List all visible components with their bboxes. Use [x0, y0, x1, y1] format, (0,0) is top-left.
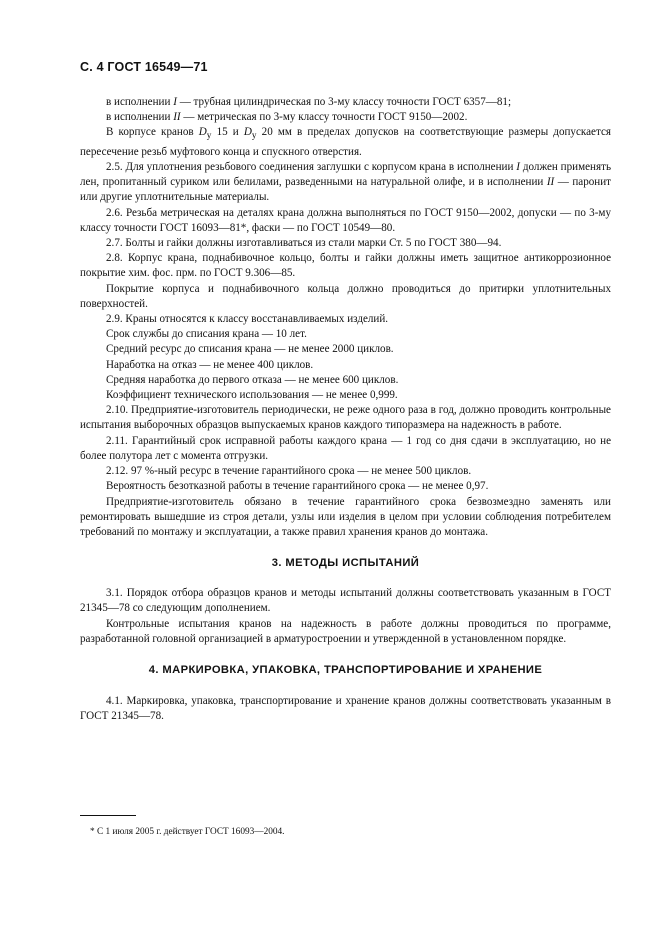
paragraph-4-1: 4.1. Маркировка, упаковка, транспортирование и хранение кранов должны соответствовать указанным в ГОСТ 21345—78. [80, 694, 611, 723]
paragraph-coating: Покрытие корпуса и поднабивочного кольца должно проводиться до притирки уплотнительных поверхностей. [80, 282, 611, 310]
paragraph-mean-resource: Средний ресурс до списания крана — не менее 2000 циклов. [106, 343, 394, 356]
paragraph-2-7: 2.7. Болты и гайки должны изготавливаться из стали марки Ст. 5 по ГОСТ 380—94. [106, 237, 502, 250]
paragraph-first-failure: Средняя наработка до первого отказа — не менее 600 циклов. [106, 373, 399, 386]
paragraph-thread-intersection: В корпусе кранов $D_у$ 15 и $D_у$ 20 мм в пределах допусков на соответствующие размеры допускается пересечение резьб муфтового конца и спускного отверстия. [80, 126, 611, 158]
paragraph-2-10: 2.10. Предприятие-изготовитель периодически, не реже одного раза в год, должно проводить контрольные испытания выборочных образцов выпускаемых кранов каждого типоразмера на надежность в работе. [80, 404, 611, 432]
section-3-heading: 3. МЕТОДЫ ИСПЫТАНИЙ [271, 557, 420, 570]
footnote: * С 1 июля 2005 г. действует ГОСТ 16093—2004. [90, 827, 285, 837]
paragraph-service-life: Срок службы до списания крана — 10 лет. [106, 328, 307, 341]
footnote-divider [80, 815, 136, 816]
paragraph-mtbf: Наработка на отказ — не менее 400 циклов. [106, 358, 314, 371]
page-header: С. 4 ГОСТ 16549—71 [80, 60, 208, 74]
paragraph-2-8: 2.8. Корпус крана, поднабивочное кольцо, болты и гайки должны иметь защитное антикоррозионное покрытие хим. фос. прм. по ГОСТ 9.306—85. [80, 252, 611, 280]
paragraph-2-5: 2.5. Для уплотнения резьбового соединения заглушки с корпусом крана в исполнении I должен применять лен, пропитанный суриком или белилами, разведенными на натуральной олифе, и в исполнении II — паронит или другие уплотнительные материалы. [80, 161, 612, 204]
section-4-heading: 4. МАРКИРОВКА, УПАКОВКА, ТРАНСПОРТИРОВАНИЕ И ХРАНЕНИЕ [148, 663, 543, 676]
paragraph-3-1: 3.1. Порядок отбора образцов кранов и методы испытаний должны соответствовать указанным в ГОСТ 21345—78 со следующим дополнением. [80, 587, 611, 615]
paragraph-2-12: 2.12. 97 %-ный ресурс в течение гарантийного срока — не менее 500 циклов. [106, 465, 472, 478]
paragraph-2-9: 2.9. Краны относятся к классу восстанавливаемых изделий. [106, 313, 389, 326]
document-body [80, 95, 611, 724]
paragraph-thread-type-ii: в исполнении II — метрическая по 3-му классу точности ГОСТ 9150—2002. [106, 111, 468, 124]
paragraph-warranty-obligation: Предприятие-изготовитель обязано в течение гарантийного срока безвозмездно заменять или ремонтировать вышедшие из строя детали, узлы или изделия в целом при условии соблюдения потребителем требований по монтажу и эксплуатации, а также правил хранения кранов до монтажа. [80, 495, 611, 538]
paragraph-2-6: 2.6. Резьба метрическая на деталях крана должна выполняться по ГОСТ 9150—2002, допуски — по 3-му классу точности ГОСТ 16093—81*, фаски — по ГОСТ 10549—80. [80, 206, 611, 234]
paragraph-2-11: 2.11. Гарантийный срок исправной работы каждого крана — 1 год со дня сдачи в эксплуатацию, но не более полутора лет с момента отгрузки. [80, 434, 611, 462]
paragraph-reliability: Вероятность безотказной работы в течение гарантийного срока — не менее 0,97. [106, 480, 489, 493]
paragraph-thread-type-i: в исполнении I — трубная цилиндрическая по 3-му классу точности ГОСТ 6357—81; [106, 96, 512, 108]
paragraph-utilization: Коэффициент технического использования — не менее 0,999. [106, 389, 398, 402]
paragraph-3-control-tests: Контрольные испытания кранов на надежность в работе должны проводиться по программе, разработанной головной организацией в арматуростроении и утвержденной в установленном порядке. [80, 617, 611, 645]
